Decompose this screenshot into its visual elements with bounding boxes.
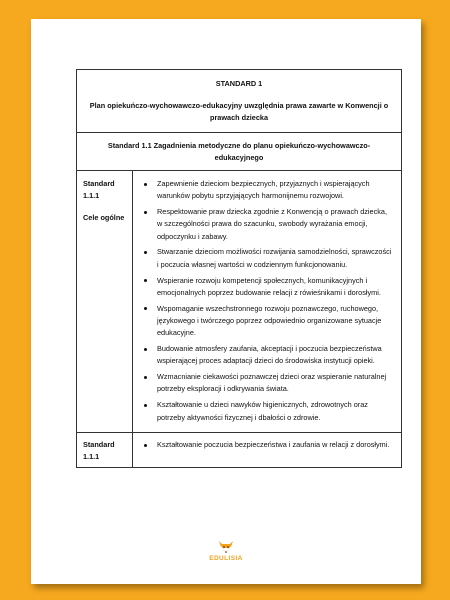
list-item: Wspomaganie wszechstronnego rozwoju poznawczego, ruchowego, językowego i twórczego poprzez odpowiednio organizowane sytuacje edukacyjne.	[133, 303, 393, 340]
document-page	[31, 19, 421, 584]
row-content-cell	[133, 171, 401, 432]
list-item: Kształtowanie u dzieci nawyków higienicznych, zdrowotnych oraz potrzeby aktywności fizycznej i dbałości o zdrowie.	[133, 399, 393, 424]
fox-logo-icon	[218, 540, 234, 554]
goals-list	[133, 439, 393, 451]
list-item: Kształtowanie poczucia bezpieczeństwa i zaufania w relacji z dorosłymi.	[133, 439, 393, 451]
goal-label: Cele ogólne	[83, 213, 125, 222]
standard-subtitle: Plan opiekuńczo-wychowawczo-edukacyjny uwzględnia prawa zawarte w Konwencji o prawach dziecka	[89, 101, 389, 122]
row-label-cell	[77, 171, 133, 432]
standard-subheader: Standard 1.1 Zagadnienia metodyczne do planu opiekuńczo-wychowawczo-edukacyjnego	[77, 133, 401, 171]
list-item: Wspieranie rozwoju kompetencji społecznych, komunikacyjnych i emocjonalnych poprzez budowanie relacji z rówieśnikami i dorosłymi.	[133, 275, 393, 300]
goals-list	[133, 178, 393, 424]
brand-logo	[31, 540, 421, 562]
list-item: Stwarzanie dzieciom możliwości rozwijania samodzielności, sprawczości i poczucia własnej wartości w codziennym funkcjonowaniu.	[133, 246, 393, 271]
list-item: Zapewnienie dzieciom bezpiecznych, przyjaznych i wspierających warunków pobytu sprzyjających harmonijnemu rozwojowi.	[133, 178, 393, 203]
standard-title: STANDARD 1	[215, 79, 263, 88]
row-content-cell	[133, 433, 401, 467]
table-row	[77, 171, 401, 433]
table-header	[77, 70, 401, 133]
list-item: Wzmacnianie ciekawości poznawczej dzieci oraz wspieranie naturalnej potrzeby eksploracji i odkrywania świata.	[133, 371, 393, 396]
list-item: Budowanie atmosfery zaufania, akceptacji i poczucia bezpieczeństwa wspierającej proces adaptacji dzieci do środowiska instytucji opieki.	[133, 343, 393, 368]
brand-name: EDULISIA	[209, 555, 243, 562]
standard-label: Standard 1.1.1	[83, 440, 115, 462]
row-label-cell	[77, 433, 133, 467]
standard-table	[76, 69, 402, 468]
list-item: Respektowanie praw dziecka zgodnie z Konwencją o prawach dziecka, w szczególności prawa do szacunku, swobody wyrażania emocji, odpoczynku i zabawy.	[133, 206, 393, 243]
table-row	[77, 433, 401, 467]
standard-label: Standard 1.1.1	[83, 179, 115, 200]
